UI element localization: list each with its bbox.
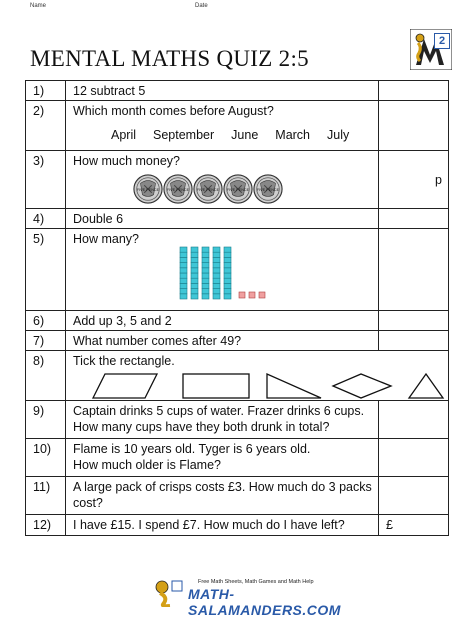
month-options: [73, 127, 378, 143]
question-text: Double 6: [66, 209, 379, 229]
question-text: Add up 3, 5 and 2: [66, 311, 379, 331]
question-text: How much money?: [73, 154, 180, 168]
question-line: cost?: [73, 496, 103, 510]
answer-box[interactable]: [379, 401, 449, 439]
question-row: [26, 229, 449, 311]
rhombus-shape[interactable]: [333, 374, 391, 398]
question-line: How much older is Flame?: [73, 458, 221, 472]
triangle-shape[interactable]: [409, 374, 443, 398]
month-option: June: [231, 128, 259, 142]
shape-options: [73, 372, 448, 400]
quiz-table: [25, 80, 449, 536]
page-title: MENTAL MATHS QUIZ 2:5: [30, 46, 309, 71]
right-triangle-shape[interactable]: [267, 374, 321, 398]
question-number: 6): [26, 311, 66, 331]
question-number: 3): [26, 151, 66, 209]
answer-box[interactable]: [379, 477, 449, 515]
rectangle-shape[interactable]: [183, 374, 249, 398]
date-label: Date: [195, 3, 208, 9]
question-row: [26, 401, 449, 439]
question-number: 7): [26, 331, 66, 351]
unit-cube: [249, 292, 255, 298]
name-label: Name: [30, 3, 47, 9]
question-cell: [66, 101, 379, 151]
question-number: 1): [26, 81, 66, 101]
answer-box[interactable]: p: [379, 151, 449, 209]
question-text: Tick the rectangle.: [73, 354, 175, 368]
question-cell: [66, 151, 379, 209]
question-cell: [66, 439, 379, 477]
question-row: [26, 439, 449, 477]
svg-text:FIVE PENCE: FIVE PENCE: [136, 187, 160, 192]
answer-box[interactable]: [379, 229, 449, 311]
question-cell: [66, 351, 449, 401]
answer-box[interactable]: [379, 439, 449, 477]
question-line: Captain drinks 5 cups of water. Frazer drinks 6 cups.: [73, 404, 365, 418]
footer-tagline: Free Math Sheets, Math Games and Math Help: [198, 579, 314, 585]
question-text: I have £15. I spend £7. How much do I have left?: [66, 515, 379, 536]
svg-text:FIVE PENCE: FIVE PENCE: [196, 187, 220, 192]
svg-text:FIVE PENCE: FIVE PENCE: [226, 187, 250, 192]
question-row: [26, 81, 449, 101]
question-row: [26, 311, 449, 331]
parallelogram-shape[interactable]: [93, 374, 157, 398]
question-text: 12 subtract 5: [66, 81, 379, 101]
answer-box[interactable]: [379, 209, 449, 229]
question-number: 11): [26, 477, 66, 515]
question-row: [26, 351, 449, 401]
question-number: 4): [26, 209, 66, 229]
base-ten-blocks: [178, 241, 308, 303]
question-cell: [66, 401, 379, 439]
question-row: [26, 515, 449, 536]
question-number: 10): [26, 439, 66, 477]
question-number: 2): [26, 101, 66, 151]
svg-text:FIVE PENCE: FIVE PENCE: [166, 187, 190, 192]
unit-cube: [239, 292, 245, 298]
answer-box[interactable]: [379, 81, 449, 101]
ten-rod: [224, 247, 231, 299]
month-option: April: [111, 128, 137, 142]
question-row: [26, 209, 449, 229]
question-row: [26, 477, 449, 515]
question-number: 5): [26, 229, 66, 311]
question-line: Flame is 10 years old. Tyger is 6 years old.: [73, 442, 311, 456]
footer: [150, 579, 380, 618]
level-badge: 2: [434, 33, 450, 49]
question-text: Which month comes before August?: [73, 104, 274, 118]
five-pence-coin-icon: [193, 174, 223, 204]
question-line: A large pack of crisps costs £3. How much do 3 packs: [73, 480, 372, 494]
month-option: September: [153, 128, 215, 142]
question-row: [26, 331, 449, 351]
footer-brand[interactable]: MATH-SALAMANDERS.COM: [188, 586, 341, 618]
month-option: March: [275, 128, 311, 142]
answer-box[interactable]: £: [379, 515, 449, 536]
answer-box[interactable]: [379, 311, 449, 331]
question-line: How many cups have they both drunk in total?: [73, 420, 330, 434]
five-pence-coin-icon: [163, 174, 193, 204]
ten-rod: [213, 247, 220, 299]
coin-group: [73, 174, 378, 204]
salamander-mascot-icon: [150, 579, 184, 607]
ten-rod: [191, 247, 198, 299]
answer-box[interactable]: [379, 101, 449, 151]
question-cell: [66, 477, 379, 515]
five-pence-coin-icon: [253, 174, 283, 204]
question-row: [26, 101, 449, 151]
question-row: [26, 151, 449, 209]
question-number: 9): [26, 401, 66, 439]
question-text: How many?: [73, 232, 139, 246]
month-option: July: [327, 128, 350, 142]
salamander-logo-icon: [410, 29, 452, 70]
five-pence-coin-icon: [223, 174, 253, 204]
five-pence-coin-icon: [133, 174, 163, 204]
svg-text:FIVE PENCE: FIVE PENCE: [256, 187, 280, 192]
answer-box[interactable]: [379, 331, 449, 351]
ten-rod: [202, 247, 209, 299]
question-number: 12): [26, 515, 66, 536]
question-cell: [66, 229, 379, 311]
question-number: 8): [26, 351, 66, 401]
question-text: What number comes after 49?: [66, 331, 379, 351]
unit-cube: [259, 292, 265, 298]
ten-rod: [180, 247, 187, 299]
